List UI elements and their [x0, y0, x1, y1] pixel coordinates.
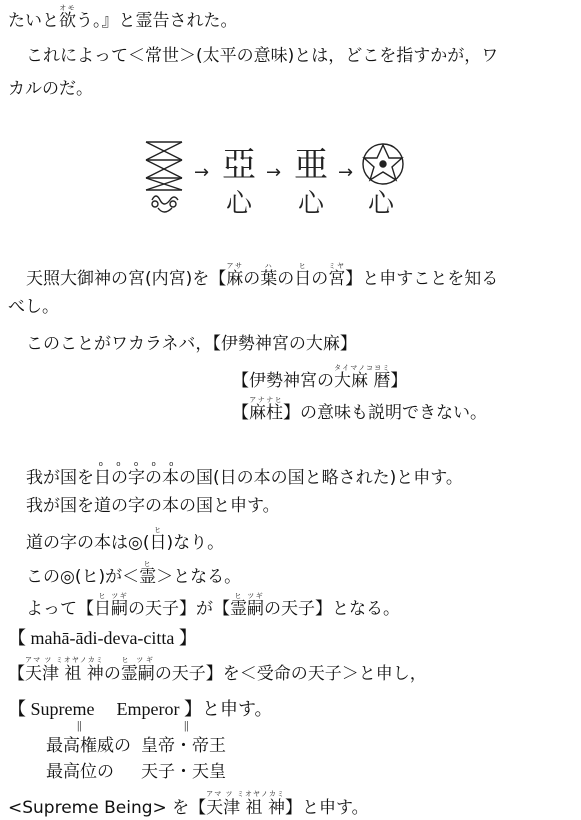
arrow-2: →: [266, 162, 282, 183]
line-18: 最高位の 天子・天皇: [46, 762, 226, 782]
arrow-3: →: [338, 162, 354, 183]
ruby-word: 宮ミヤ: [328, 262, 346, 289]
line-13: よって【日ヒ嗣ツギの天子】が【霊ヒ嗣ツギの天子】となる。: [26, 592, 400, 619]
equivalence-mark-1: ||: [77, 718, 82, 732]
text-span: 】と申すことを知る: [345, 269, 499, 289]
text-span: う。』と霊告された。: [76, 11, 238, 31]
ruby-word: 天津 祖 神アマ ツ ミオヤノカミ: [206, 790, 285, 818]
glyph-3-top: 亜: [294, 145, 328, 185]
ruby-word: 日の字の本o o o o o: [94, 460, 179, 488]
ruby-base: 欲: [59, 11, 76, 31]
text-span: たいと: [8, 11, 59, 31]
ruby-word: 葉ハ: [260, 262, 278, 289]
ruby-word: 霊嗣ヒ ツギ: [120, 656, 155, 684]
ruby-word: 大麻 暦タイマノコヨミ: [334, 364, 391, 391]
line-15: 【天津 祖 神アマ ツ ミオヤノカミの霊嗣ヒ ツギの天子】を＜受命の天子＞と申し，: [8, 656, 427, 684]
ruby-word: 天津 祖 神アマ ツ ミオヤノカミ: [25, 656, 104, 684]
line-11: 道の字の本は◎(日ヒ)なり。: [26, 526, 225, 553]
ruby-word: [59, 4, 76, 31]
line-2: これによって＜常世＞(太平の意味)とは，どこを指すかが，ワ: [26, 46, 499, 66]
glyph-evolution-diagram: [140, 138, 430, 218]
glyph-2-bottom: 心: [226, 189, 253, 218]
diagram-svg: [140, 138, 430, 218]
ruby-word: 麻柱アナナヒ: [249, 396, 283, 423]
line-4: 天照大御神の宮(内宮)を【麻アサの葉ハの日ヒの宮ミヤ】と申すことを知る: [26, 262, 499, 289]
line-7: 【伊勢神宮の大麻 暦タイマノコヨミ】: [232, 364, 408, 391]
ruby-word: 嗣ツギ: [247, 592, 264, 619]
arrow-1: →: [194, 162, 210, 183]
line-14: 【 mahā-ādi-deva-citta 】: [8, 628, 197, 648]
line-19: <Supreme Being> を【天津 祖 神アマ ツ ミオヤノカミ】と申す。: [8, 790, 369, 818]
line-1: [8, 4, 575, 33]
equivalence-mark-2: ||: [184, 718, 189, 732]
ruby-word: 日ヒ: [149, 526, 167, 553]
ruby-word: 日ヒ: [94, 592, 111, 619]
ruby-word: 麻アサ: [226, 262, 244, 289]
ruby-text: オモ: [59, 4, 76, 12]
glyph-2-top: 亞: [222, 145, 256, 185]
line-10: 我が国を道の字の本の国と申す。: [26, 496, 280, 516]
ruby-word: 嗣ツギ: [111, 592, 128, 619]
line-17: 最高権威の 皇帝・帝王: [46, 736, 226, 756]
line-9: 我が国を日の字の本o o o o oの国(日の本の国と略された)と申す。: [26, 460, 463, 488]
text-span: 天照大御神の宮(内宮)を【: [26, 269, 227, 289]
line-5: べし。: [8, 297, 59, 317]
line-16: 【 Supreme Emperor 】と申す。: [8, 699, 273, 719]
ruby-word: 霊ヒ: [230, 592, 247, 619]
glyph-3-bottom: 心: [298, 189, 325, 218]
ruby-word: 日ヒ: [294, 262, 312, 289]
line-3: カルのだ。: [8, 79, 93, 99]
line-6: このことがワカラネバ，【伊勢神宮の大麻】: [26, 334, 357, 354]
line-8: 【麻柱アナナヒ】の意味も説明できない。: [232, 396, 487, 423]
star-circle-glyph: [363, 144, 403, 184]
ruby-word: 霊ヒ: [139, 560, 157, 587]
hourglass-glyph: [146, 142, 182, 212]
line-12: この◎(ヒ)が＜霊ヒ＞となる。: [26, 560, 242, 587]
glyph-4-bottom: 心: [368, 189, 395, 218]
